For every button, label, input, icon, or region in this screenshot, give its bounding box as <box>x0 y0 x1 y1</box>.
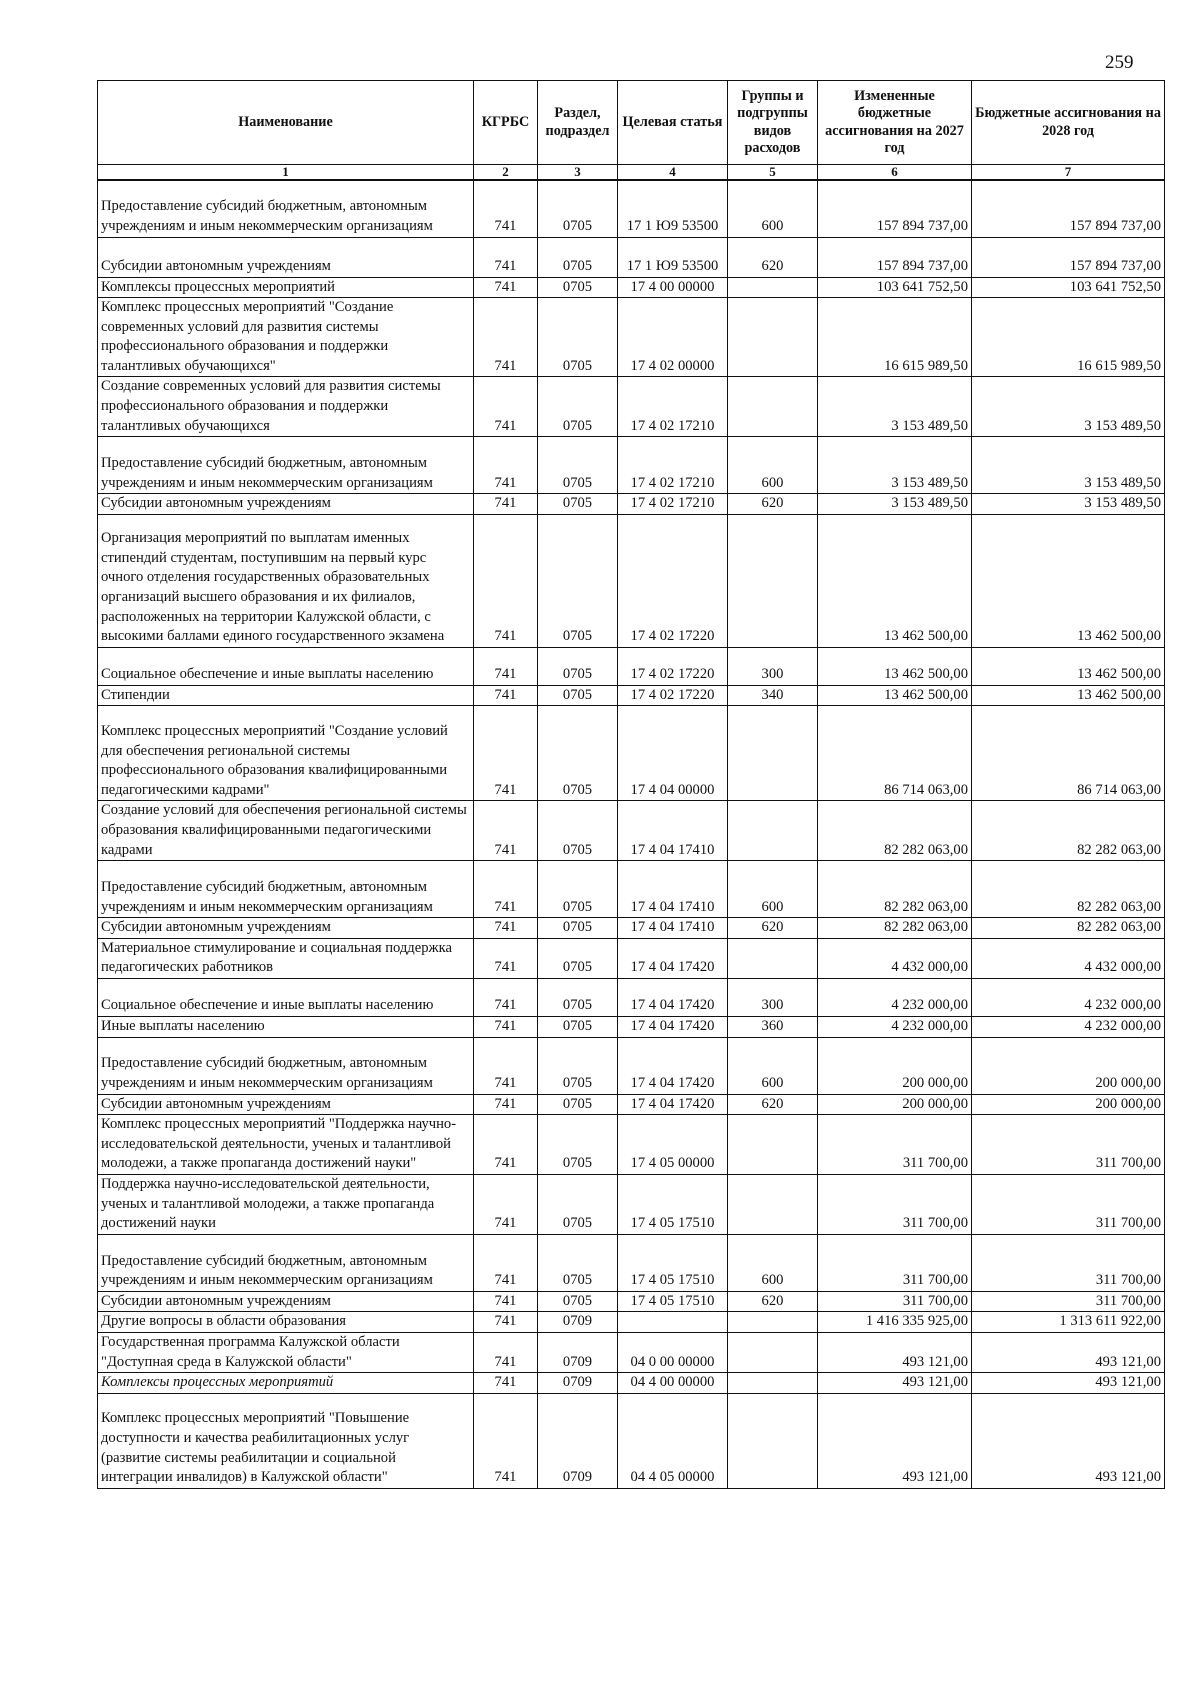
row-article-cell: 17 4 00 00000 <box>618 277 728 298</box>
row-section-cell: 0705 <box>538 801 618 861</box>
row-2027-cell: 157 894 737,00 <box>818 237 972 277</box>
row-article-cell: 17 4 02 00000 <box>618 298 728 377</box>
row-2027-cell: 493 121,00 <box>818 1393 972 1488</box>
row-2027-cell: 311 700,00 <box>818 1291 972 1312</box>
row-group-cell <box>728 1393 818 1488</box>
row-kgrbs-cell: 741 <box>474 277 538 298</box>
row-2028-cell: 86 714 063,00 <box>972 706 1165 801</box>
row-2027-cell: 82 282 063,00 <box>818 801 972 861</box>
table-row <box>98 1393 1165 1488</box>
table-row <box>98 180 1165 237</box>
table-row <box>98 1037 1165 1094</box>
row-2027-cell: 13 462 500,00 <box>818 685 972 706</box>
table-row <box>98 979 1165 1017</box>
col-header-group: Группы и подгруппы видов расходов <box>728 81 818 165</box>
col-header-2027: Измененные бюджетные ассигнования на 2027 год <box>818 81 972 165</box>
table-row <box>98 1094 1165 1115</box>
row-2027-cell: 4 232 000,00 <box>818 1017 972 1038</box>
row-2028-cell: 13 462 500,00 <box>972 514 1165 647</box>
col-number: 2 <box>474 165 538 181</box>
row-section-cell: 0705 <box>538 1234 618 1291</box>
row-2028-cell: 200 000,00 <box>972 1037 1165 1094</box>
col-header-article: Целевая статья <box>618 81 728 165</box>
row-kgrbs-cell: 741 <box>474 437 538 494</box>
table-row <box>98 514 1165 647</box>
row-name-cell: Предоставление субсидий бюджетным, автономным учреждениям и иным некоммерческим организациям <box>98 437 474 494</box>
row-group-cell: 620 <box>728 494 818 515</box>
row-name-cell: Субсидии автономным учреждениям <box>98 918 474 939</box>
col-number: 4 <box>618 165 728 181</box>
row-kgrbs-cell: 741 <box>474 1373 538 1394</box>
row-2028-cell: 13 462 500,00 <box>972 647 1165 685</box>
budget-table <box>97 80 1165 1489</box>
row-group-cell <box>728 514 818 647</box>
table-row <box>98 277 1165 298</box>
table-body <box>98 180 1165 1488</box>
row-kgrbs-cell: 741 <box>474 1094 538 1115</box>
row-kgrbs-cell: 741 <box>474 861 538 918</box>
row-group-cell: 620 <box>728 237 818 277</box>
row-2028-cell: 493 121,00 <box>972 1332 1165 1372</box>
row-group-cell: 600 <box>728 861 818 918</box>
row-2027-cell: 157 894 737,00 <box>818 180 972 237</box>
row-2028-cell: 493 121,00 <box>972 1373 1165 1394</box>
table-row <box>98 1115 1165 1175</box>
row-name-cell: Комплекс процессных мероприятий "Создание условий для обеспечения региональной системы профессионального образования квалифицированными педагогическими кадрами" <box>98 706 474 801</box>
row-name-cell: Комплекс процессных мероприятий "Создание современных условий для развития системы профессионального образования и поддержки талантливых обучающихся" <box>98 298 474 377</box>
col-number: 7 <box>972 165 1165 181</box>
row-kgrbs-cell: 741 <box>474 1037 538 1094</box>
row-kgrbs-cell: 741 <box>474 918 538 939</box>
row-group-cell <box>728 938 818 978</box>
row-name-cell: Социальное обеспечение и иные выплаты населению <box>98 647 474 685</box>
row-kgrbs-cell: 741 <box>474 938 538 978</box>
row-section-cell: 0709 <box>538 1393 618 1488</box>
row-kgrbs-cell: 741 <box>474 1234 538 1291</box>
row-2027-cell: 311 700,00 <box>818 1174 972 1234</box>
row-name-cell: Материальное стимулирование и социальная поддержка педагогических работников <box>98 938 474 978</box>
col-number: 6 <box>818 165 972 181</box>
table-row <box>98 1291 1165 1312</box>
row-name-cell: Организация мероприятий по выплатам именных стипендий студентам, поступившим на первый курс очного отделения государственных образовательных организаций высшего образования и их филиалов, расположенных на территории Калужской области, с высокими баллами единого государственного экзамена <box>98 514 474 647</box>
col-header-kgrbs: КГРБС <box>474 81 538 165</box>
row-name-cell: Субсидии автономным учреждениям <box>98 1291 474 1312</box>
row-article-cell: 17 4 02 17210 <box>618 377 728 437</box>
row-2028-cell: 3 153 489,50 <box>972 494 1165 515</box>
row-name-cell: Предоставление субсидий бюджетным, автономным учреждениям и иным некоммерческим организациям <box>98 1037 474 1094</box>
row-2028-cell: 200 000,00 <box>972 1094 1165 1115</box>
row-section-cell: 0709 <box>538 1312 618 1333</box>
row-article-cell: 17 4 02 17220 <box>618 514 728 647</box>
row-name-cell: Предоставление субсидий бюджетным, автономным учреждениям и иным некоммерческим организациям <box>98 180 474 237</box>
row-kgrbs-cell: 741 <box>474 706 538 801</box>
row-kgrbs-cell: 741 <box>474 377 538 437</box>
table-row <box>98 1373 1165 1394</box>
row-group-cell <box>728 377 818 437</box>
row-kgrbs-cell: 741 <box>474 685 538 706</box>
table-row <box>98 938 1165 978</box>
table-row <box>98 706 1165 801</box>
row-kgrbs-cell: 741 <box>474 1393 538 1488</box>
row-2028-cell: 311 700,00 <box>972 1291 1165 1312</box>
row-2028-cell: 493 121,00 <box>972 1393 1165 1488</box>
row-section-cell: 0705 <box>538 861 618 918</box>
row-group-cell: 620 <box>728 918 818 939</box>
row-article-cell: 17 1 Ю9 53500 <box>618 237 728 277</box>
table-row <box>98 1332 1165 1372</box>
row-2028-cell: 4 232 000,00 <box>972 979 1165 1017</box>
row-2027-cell: 16 615 989,50 <box>818 298 972 377</box>
row-kgrbs-cell: 741 <box>474 1312 538 1333</box>
row-kgrbs-cell: 741 <box>474 298 538 377</box>
col-number: 1 <box>98 165 474 181</box>
row-section-cell: 0705 <box>538 514 618 647</box>
row-2027-cell: 86 714 063,00 <box>818 706 972 801</box>
row-2028-cell: 157 894 737,00 <box>972 180 1165 237</box>
col-header-name: Наименование <box>98 81 474 165</box>
row-name-cell: Стипендии <box>98 685 474 706</box>
row-group-cell <box>728 801 818 861</box>
row-article-cell: 17 4 05 00000 <box>618 1115 728 1175</box>
row-kgrbs-cell: 741 <box>474 1332 538 1372</box>
table-row <box>98 1312 1165 1333</box>
row-kgrbs-cell: 741 <box>474 1017 538 1038</box>
row-group-cell: 300 <box>728 647 818 685</box>
row-2028-cell: 311 700,00 <box>972 1234 1165 1291</box>
row-section-cell: 0705 <box>538 918 618 939</box>
row-2027-cell: 1 416 335 925,00 <box>818 1312 972 1333</box>
row-article-cell: 17 4 04 17420 <box>618 979 728 1017</box>
row-2028-cell: 3 153 489,50 <box>972 377 1165 437</box>
row-section-cell: 0705 <box>538 494 618 515</box>
row-article-cell: 17 4 05 17510 <box>618 1234 728 1291</box>
row-section-cell: 0705 <box>538 277 618 298</box>
row-name-cell: Комплекс процессных мероприятий "Повышение доступности и качества реабилитационных услуг (развитие системы реабилитации и социальной интеграции инвалидов) в Калужской области" <box>98 1393 474 1488</box>
row-article-cell: 17 4 02 17210 <box>618 437 728 494</box>
table-row <box>98 647 1165 685</box>
row-section-cell: 0705 <box>538 1037 618 1094</box>
row-section-cell: 0705 <box>538 647 618 685</box>
row-name-cell: Комплексы процессных мероприятий <box>98 277 474 298</box>
row-2028-cell: 82 282 063,00 <box>972 861 1165 918</box>
table-row <box>98 1017 1165 1038</box>
row-2027-cell: 82 282 063,00 <box>818 861 972 918</box>
row-2028-cell: 311 700,00 <box>972 1115 1165 1175</box>
row-section-cell: 0705 <box>538 1017 618 1038</box>
row-2027-cell: 82 282 063,00 <box>818 918 972 939</box>
row-group-cell <box>728 1373 818 1394</box>
table-row <box>98 1174 1165 1234</box>
row-article-cell: 17 4 02 17210 <box>618 494 728 515</box>
row-group-cell: 360 <box>728 1017 818 1038</box>
row-2027-cell: 311 700,00 <box>818 1234 972 1291</box>
row-kgrbs-cell: 741 <box>474 514 538 647</box>
row-group-cell <box>728 1115 818 1175</box>
row-name-cell: Предоставление субсидий бюджетным, автономным учреждениям и иным некоммерческим организациям <box>98 861 474 918</box>
row-name-cell: Государственная программа Калужской области "Доступная среда в Калужской области" <box>98 1332 474 1372</box>
row-name-cell: Поддержка научно-исследовательской деятельности, ученых и талантливой молодежи, а также пропаганда достижений науки <box>98 1174 474 1234</box>
row-group-cell <box>728 1174 818 1234</box>
page-number: 259 <box>1105 52 1134 73</box>
row-article-cell <box>618 1312 728 1333</box>
row-section-cell: 0705 <box>538 685 618 706</box>
row-2028-cell: 103 641 752,50 <box>972 277 1165 298</box>
table-row <box>98 685 1165 706</box>
row-2028-cell: 4 432 000,00 <box>972 938 1165 978</box>
row-article-cell: 17 4 05 17510 <box>618 1174 728 1234</box>
row-2028-cell: 13 462 500,00 <box>972 685 1165 706</box>
row-group-cell <box>728 706 818 801</box>
row-section-cell: 0709 <box>538 1332 618 1372</box>
header-row <box>98 81 1165 165</box>
row-2027-cell: 4 432 000,00 <box>818 938 972 978</box>
table-row <box>98 861 1165 918</box>
row-article-cell: 04 0 00 00000 <box>618 1332 728 1372</box>
row-kgrbs-cell: 741 <box>474 979 538 1017</box>
row-article-cell: 17 4 04 17420 <box>618 1094 728 1115</box>
row-group-cell: 340 <box>728 685 818 706</box>
row-group-cell <box>728 1312 818 1333</box>
row-kgrbs-cell: 741 <box>474 1115 538 1175</box>
row-group-cell <box>728 1332 818 1372</box>
row-name-cell: Создание условий для обеспечения региональной системы образования квалифицированными педагогическими кадрами <box>98 801 474 861</box>
row-article-cell: 04 4 00 00000 <box>618 1373 728 1394</box>
col-number: 3 <box>538 165 618 181</box>
row-article-cell: 17 4 04 17420 <box>618 1017 728 1038</box>
row-kgrbs-cell: 741 <box>474 1291 538 1312</box>
row-article-cell: 17 4 02 17220 <box>618 685 728 706</box>
row-article-cell: 17 4 04 00000 <box>618 706 728 801</box>
column-number-row <box>98 165 1165 181</box>
row-kgrbs-cell: 741 <box>474 180 538 237</box>
row-section-cell: 0705 <box>538 1291 618 1312</box>
row-section-cell: 0705 <box>538 377 618 437</box>
row-2027-cell: 3 153 489,50 <box>818 377 972 437</box>
row-2027-cell: 13 462 500,00 <box>818 514 972 647</box>
row-2028-cell: 82 282 063,00 <box>972 801 1165 861</box>
row-2027-cell: 13 462 500,00 <box>818 647 972 685</box>
row-article-cell: 17 4 04 17420 <box>618 1037 728 1094</box>
row-2027-cell: 493 121,00 <box>818 1332 972 1372</box>
row-kgrbs-cell: 741 <box>474 647 538 685</box>
row-section-cell: 0705 <box>538 1115 618 1175</box>
row-kgrbs-cell: 741 <box>474 237 538 277</box>
row-2028-cell: 3 153 489,50 <box>972 437 1165 494</box>
row-group-cell: 620 <box>728 1094 818 1115</box>
col-header-section: Раздел, подраздел <box>538 81 618 165</box>
row-name-cell: Создание современных условий для развития системы профессионального образования и поддержки талантливых обучающихся <box>98 377 474 437</box>
row-2027-cell: 200 000,00 <box>818 1094 972 1115</box>
row-name-cell: Субсидии автономным учреждениям <box>98 1094 474 1115</box>
row-group-cell: 300 <box>728 979 818 1017</box>
table-row <box>98 237 1165 277</box>
row-kgrbs-cell: 741 <box>474 1174 538 1234</box>
row-2028-cell: 311 700,00 <box>972 1174 1165 1234</box>
row-2027-cell: 311 700,00 <box>818 1115 972 1175</box>
row-name-cell: Субсидии автономным учреждениям <box>98 237 474 277</box>
row-article-cell: 17 4 04 17420 <box>618 938 728 978</box>
row-article-cell: 17 4 04 17410 <box>618 801 728 861</box>
row-kgrbs-cell: 741 <box>474 801 538 861</box>
row-article-cell: 17 4 04 17410 <box>618 918 728 939</box>
row-2028-cell: 4 232 000,00 <box>972 1017 1165 1038</box>
row-section-cell: 0709 <box>538 1373 618 1394</box>
row-section-cell: 0705 <box>538 1174 618 1234</box>
row-article-cell: 17 4 02 17220 <box>618 647 728 685</box>
row-name-cell: Предоставление субсидий бюджетным, автономным учреждениям и иным некоммерческим организациям <box>98 1234 474 1291</box>
row-kgrbs-cell: 741 <box>474 494 538 515</box>
row-article-cell: 17 1 Ю9 53500 <box>618 180 728 237</box>
table-row <box>98 437 1165 494</box>
row-section-cell: 0705 <box>538 706 618 801</box>
row-2028-cell: 157 894 737,00 <box>972 237 1165 277</box>
row-name-cell: Другие вопросы в области образования <box>98 1312 474 1333</box>
row-name-cell: Иные выплаты населению <box>98 1017 474 1038</box>
row-2027-cell: 493 121,00 <box>818 1373 972 1394</box>
row-section-cell: 0705 <box>538 1094 618 1115</box>
row-2027-cell: 4 232 000,00 <box>818 979 972 1017</box>
row-group-cell: 600 <box>728 1234 818 1291</box>
table-row <box>98 298 1165 377</box>
row-2028-cell: 16 615 989,50 <box>972 298 1165 377</box>
row-2028-cell: 82 282 063,00 <box>972 918 1165 939</box>
table-row <box>98 1234 1165 1291</box>
row-2027-cell: 200 000,00 <box>818 1037 972 1094</box>
row-section-cell: 0705 <box>538 237 618 277</box>
row-name-cell: Субсидии автономным учреждениям <box>98 494 474 515</box>
table-row <box>98 494 1165 515</box>
row-2027-cell: 103 641 752,50 <box>818 277 972 298</box>
col-header-2028: Бюджетные ассигнования на 2028 год <box>972 81 1165 165</box>
row-section-cell: 0705 <box>538 938 618 978</box>
col-number: 5 <box>728 165 818 181</box>
row-group-cell <box>728 277 818 298</box>
table-row <box>98 801 1165 861</box>
row-group-cell: 600 <box>728 437 818 494</box>
row-article-cell: 17 4 04 17410 <box>618 861 728 918</box>
row-2028-cell: 1 313 611 922,00 <box>972 1312 1165 1333</box>
row-section-cell: 0705 <box>538 180 618 237</box>
row-2027-cell: 3 153 489,50 <box>818 437 972 494</box>
row-name-cell: Комплекс процессных мероприятий "Поддержка научно-исследовательской деятельности, ученых и талантливой молодежи, а также пропаганда достижений науки" <box>98 1115 474 1175</box>
row-section-cell: 0705 <box>538 979 618 1017</box>
row-group-cell: 620 <box>728 1291 818 1312</box>
row-section-cell: 0705 <box>538 437 618 494</box>
row-2027-cell: 3 153 489,50 <box>818 494 972 515</box>
row-group-cell: 600 <box>728 1037 818 1094</box>
row-article-cell: 17 4 05 17510 <box>618 1291 728 1312</box>
table-row <box>98 377 1165 437</box>
row-article-cell: 04 4 05 00000 <box>618 1393 728 1488</box>
row-name-cell: Комплексы процессных мероприятий <box>98 1373 474 1394</box>
row-name-cell: Социальное обеспечение и иные выплаты населению <box>98 979 474 1017</box>
row-section-cell: 0705 <box>538 298 618 377</box>
row-group-cell <box>728 298 818 377</box>
table-row <box>98 918 1165 939</box>
row-group-cell: 600 <box>728 180 818 237</box>
